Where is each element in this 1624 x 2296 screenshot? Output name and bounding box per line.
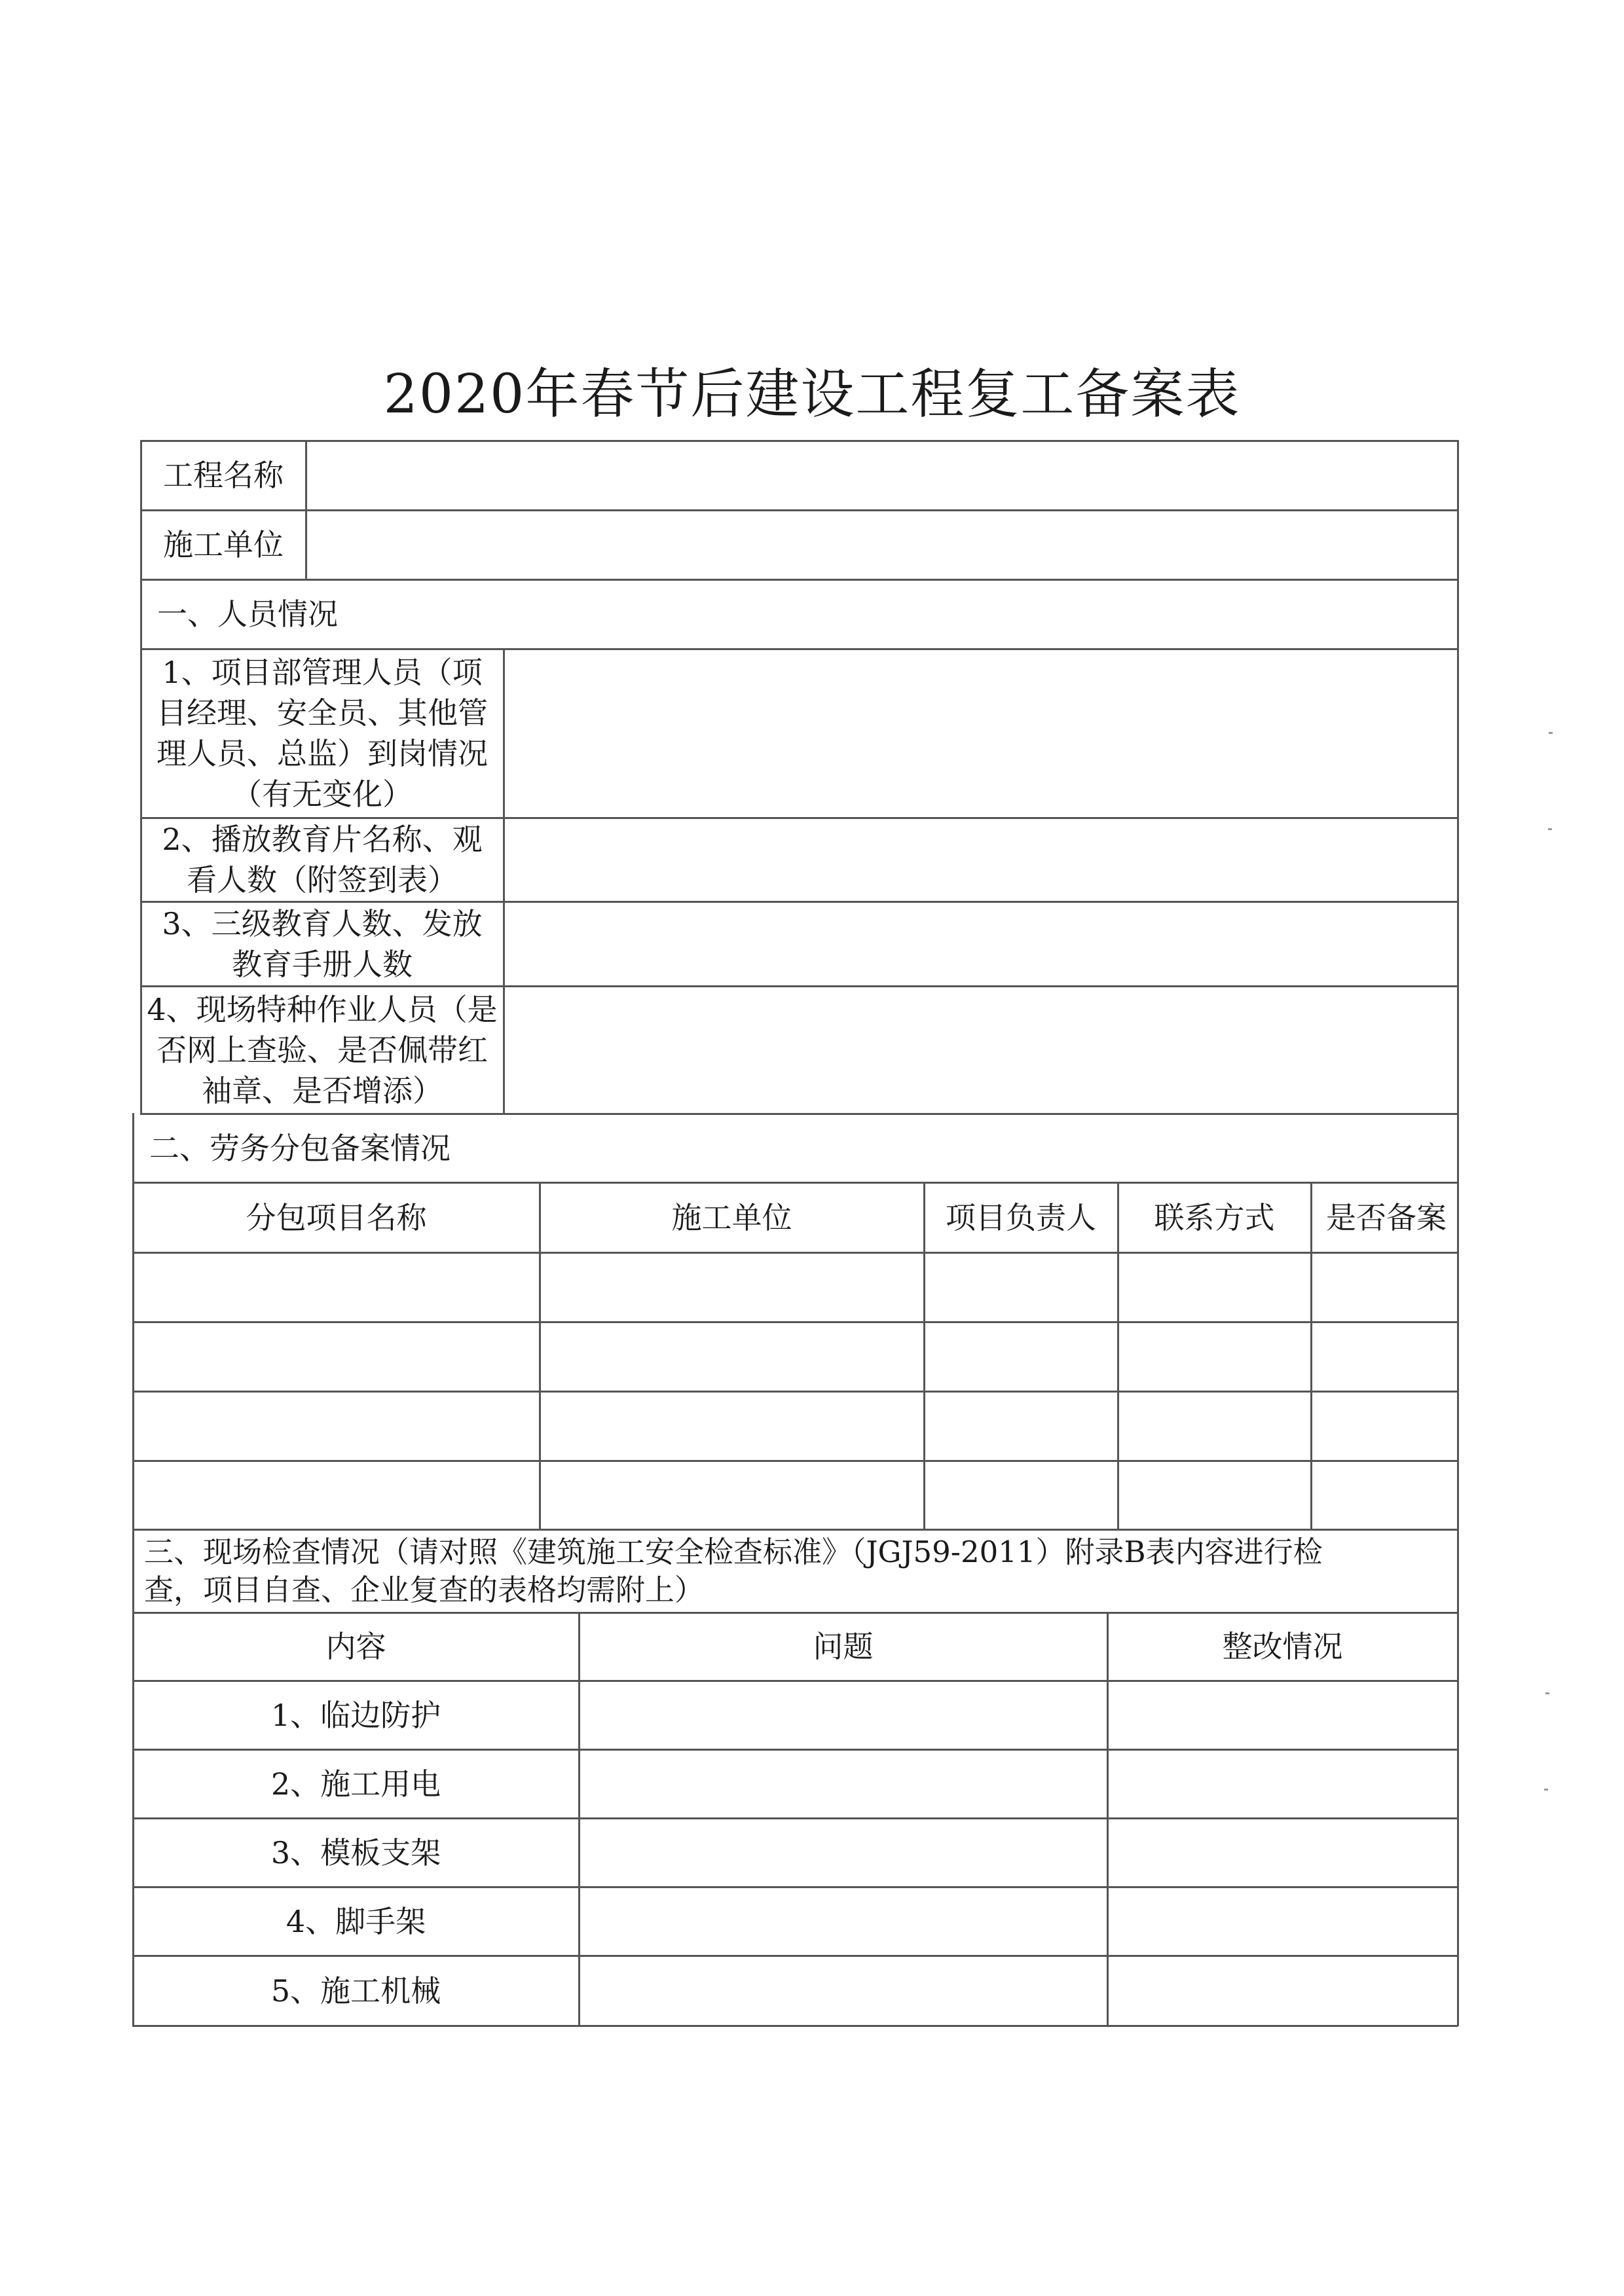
project-name-field[interactable] [306,441,1457,509]
personnel-item-4-answer[interactable] [504,987,1457,1113]
col-header-problem: 问题 [813,1629,874,1664]
scan-mark [1549,732,1553,734]
scan-mark [1545,1692,1549,1694]
col-header-subcontract-name: 分包项目名称 [246,1199,427,1235]
inspection-item-scaffold: 4、脚手架 [286,1903,426,1939]
inspection-item-machinery: 5、施工机械 [270,1973,441,2009]
personnel-item-1: 1、项目部管理人员（项 目经理、安全员、其他管 理人员、总监）到岗情况 （有无变化） [157,655,488,812]
inspection-item-edge-protection: 1、临边防护 [270,1697,441,1733]
scan-mark [1544,1789,1548,1791]
section3-heading: 三、现场检查情况（请对照《建筑施工安全检查标准》（JGJ59-2011）附录B表内容进行检 查，项目自查、企业复查的表格均需附上） [144,1534,1323,1607]
inspection-item-electricity: 2、施工用电 [270,1766,441,1802]
col-header-contact: 联系方式 [1154,1199,1275,1235]
subcontract-row[interactable] [134,1253,1457,1321]
section1-heading: 一、人员情况 [157,596,338,632]
personnel-item-2-answer[interactable] [504,818,1457,901]
col-header-project-manager: 项目负责人 [946,1199,1096,1235]
personnel-item-2: 2、播放教育片名称、观 看人数（附签到表） [162,822,483,898]
personnel-item-4: 4、现场特种作业人员（是 否网上查验、是否佩带红 袖章、是否增添） [147,991,498,1108]
construction-unit-field[interactable] [306,511,1457,579]
table-border-right [1457,440,1459,2026]
scan-mark [1548,828,1552,830]
personnel-item-1-answer[interactable] [504,649,1457,817]
row-line [132,2025,1458,2027]
col-header-registered: 是否备案 [1326,1199,1447,1235]
subcontract-row[interactable] [134,1461,1457,1529]
personnel-item-3: 3、三级教育人数、发放 教育手册人数 [162,905,483,982]
inspection-item-formwork: 3、模板支架 [270,1834,441,1870]
section2-heading: 二、劳务分包备案情况 [149,1130,451,1166]
subcontract-row[interactable] [134,1322,1457,1391]
document-title: 2020年春节后建设工程复工备案表 [383,363,1241,426]
subcontract-row[interactable] [134,1392,1457,1460]
col-header-content: 内容 [325,1629,386,1664]
construction-unit-label: 施工单位 [163,527,284,562]
project-name-label: 工程名称 [163,458,284,493]
personnel-item-3-answer[interactable] [504,902,1457,985]
col-header-construction-unit: 施工单位 [671,1199,792,1235]
col-header-rectification: 整改情况 [1222,1629,1343,1664]
